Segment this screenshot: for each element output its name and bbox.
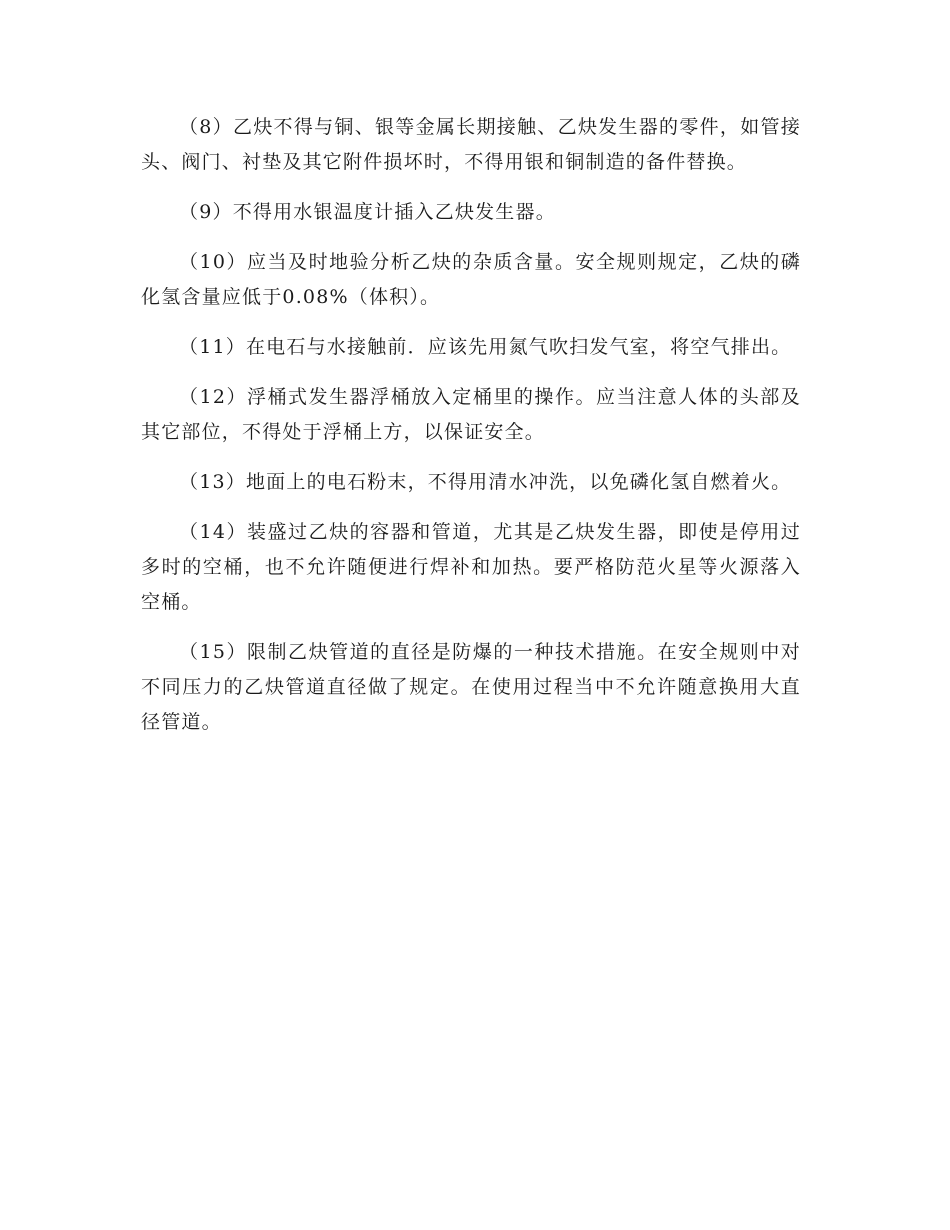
- paragraph-12: （12）浮桶式发生器浮桶放入定桶里的操作。应当注意人体的头部及其它部位，不得处于浮桶上方，以保证安全。: [141, 386, 801, 443]
- paragraph-14: （14）装盛过乙炔的容器和管道，尤其是乙炔发生器，即使是停用过多时的空桶，也不允许随便进行焊补和加热。要严格防范火星等火源落入空桶。: [141, 521, 801, 613]
- document-body: [141, 110, 801, 755]
- paragraph-9: （9）不得用水银温度计插入乙炔发生器。: [179, 201, 556, 223]
- paragraph-13: （13）地面上的电石粉末，不得用清水冲洗，以免磷化氢自燃着火。: [179, 471, 792, 493]
- paragraph-15: （15）限制乙炔管道的直径是防爆的一种技术措施。在安全规则中对不同压力的乙炔管道直径做了规定。在使用过程当中不允许随意换用大直径管道。: [141, 641, 801, 733]
- paragraph-8: （8）乙炔不得与铜、银等金属长期接触、乙炔发生器的零件，如管接头、阀门、衬垫及其它附件损坏时，不得用银和铜制造的备件替换。: [141, 116, 801, 173]
- paragraph-10: （10）应当及时地验分析乙炔的杂质含量。安全规则规定，乙炔的磷化氢含量应低于0.08%（体积）。: [141, 251, 801, 308]
- paragraph-11: （11）在电石与水接触前．应该先用氮气吹扫发气室，将空气排出。: [179, 336, 792, 358]
